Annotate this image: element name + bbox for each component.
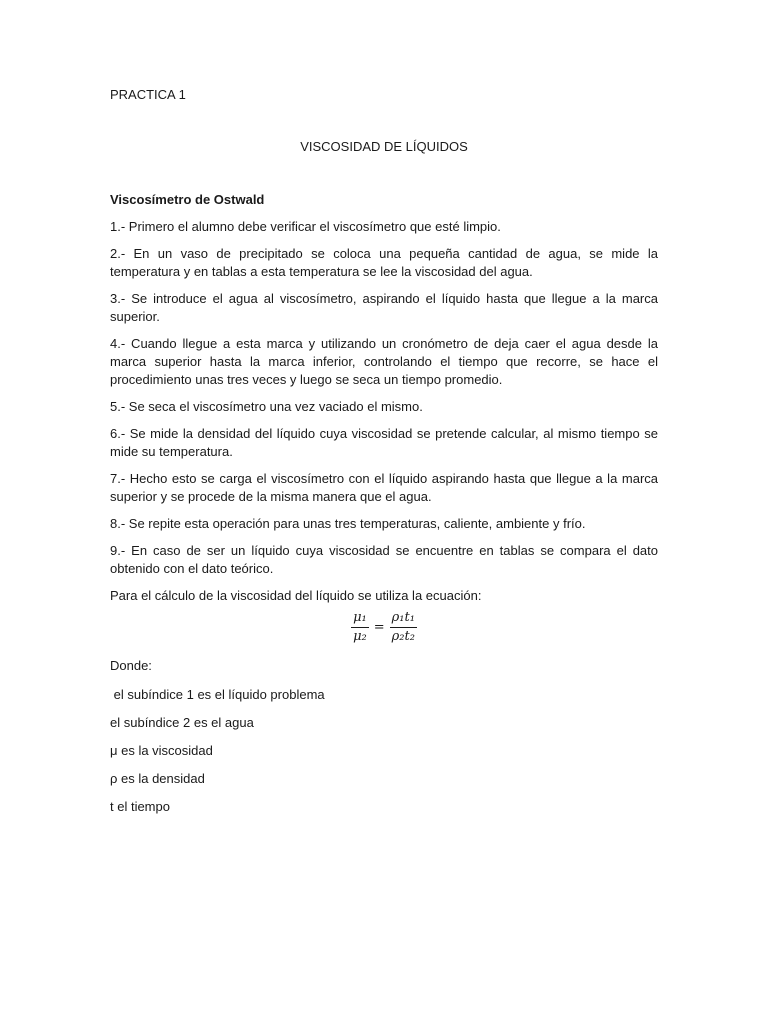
equation-lhs-numerator: μ₁ (351, 610, 369, 628)
definition-item: el subíndice 1 es el líquido problema (110, 687, 325, 702)
document-body (110, 86, 658, 826)
procedure-step: 9.- En caso de ser un líquido cuya viscosidad se encuentre en tablas se compara el dato obtenido con el dato teórico. (110, 543, 658, 576)
procedure-step: 4.- Cuando llegue a esta marca y utilizando un cronómetro de deja caer el agua desde la marca superior hasta la marca inferior, controlando el tiempo que recorre, se hace el procedimiento unas tres veces y luego se seca un tiempo promedio. (110, 336, 658, 387)
procedure-steps (110, 218, 658, 578)
procedure-step: 5.- Se seca el viscosímetro una vez vaciado el mismo. (110, 399, 423, 414)
definition-item: μ es la viscosidad (110, 743, 213, 758)
equation-intro: Para el cálculo de la viscosidad del líquido se utiliza la ecuación: (110, 588, 482, 603)
equation-lhs-denominator: μ₂ (353, 629, 367, 644)
variable-definitions (110, 686, 658, 816)
equation-rhs-numerator: ρ₁t₁ (390, 610, 417, 628)
procedure-step: 7.- Hecho esto se carga el viscosímetro con el líquido aspirando hasta que llegue a la marca superior y se procede de la misma manera que el agua. (110, 471, 658, 504)
section-heading: Viscosímetro de Ostwald (110, 192, 265, 207)
document-title: VISCOSIDAD DE LÍQUIDOS (300, 139, 468, 154)
definition-item: ρ es la densidad (110, 771, 205, 786)
procedure-step: 2.- En un vaso de precipitado se coloca una pequeña cantidad de agua, se mide la temperatura y en tablas a esta temperatura se lee la viscosidad del agua. (110, 246, 658, 279)
procedure-step: 3.- Se introduce el agua al viscosímetro, aspirando el líquido hasta que llegue a la marca superior. (110, 291, 658, 324)
donde-label: Donde: (110, 658, 152, 673)
equation-rhs-denominator: ρ₂t₂ (391, 629, 415, 644)
procedure-step: 1.- Primero el alumno debe verificar el viscosímetro que esté limpio. (110, 219, 501, 234)
equation-equals-sign: = (373, 619, 385, 635)
definition-item: t el tiempo (110, 799, 170, 814)
definition-item: el subíndice 2 es el agua (110, 715, 254, 730)
procedure-step: 8.- Se repite esta operación para unas tres temperaturas, caliente, ambiente y frío. (110, 516, 586, 531)
viscosity-equation (110, 610, 658, 645)
equation-rhs-fraction (390, 610, 417, 645)
equation-lhs-fraction (351, 610, 369, 645)
practice-label: PRACTICA 1 (110, 87, 186, 102)
procedure-step: 6.- Se mide la densidad del líquido cuya viscosidad se pretende calcular, al mismo tiempo se mide su temperatura. (110, 426, 658, 459)
